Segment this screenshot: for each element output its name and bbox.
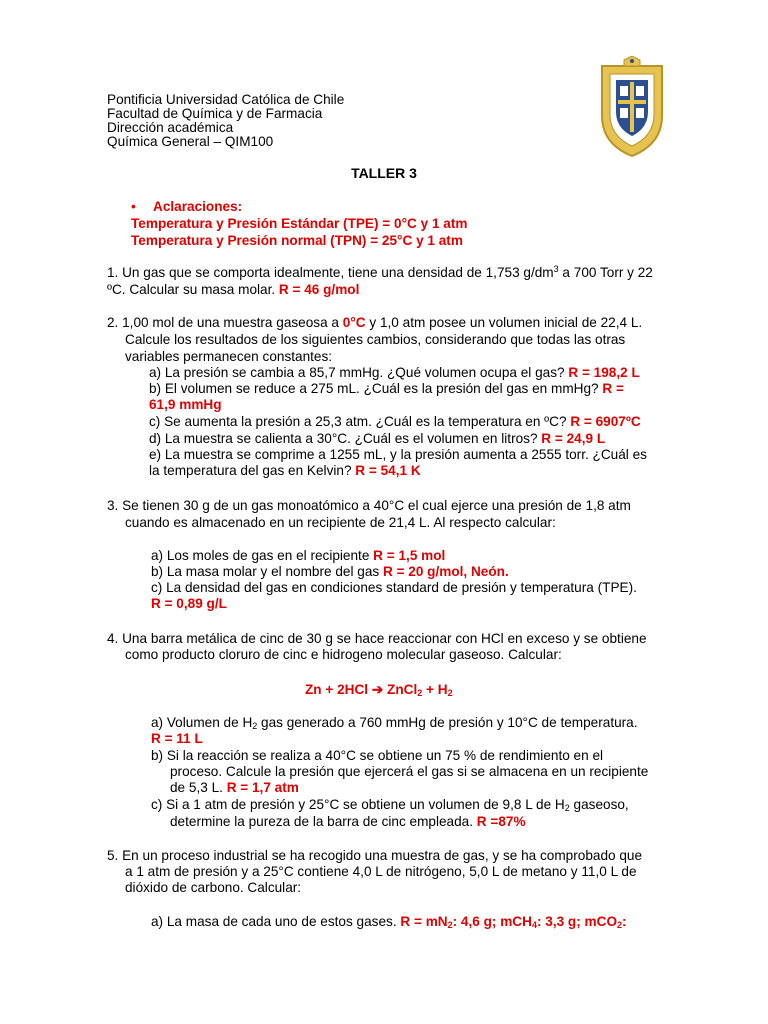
q2-line1 [107,315,642,331]
q5-line1: 5. En un proceso industrial se ha recogido una muestra de gas, y se ha comprobado que [107,848,643,863]
q3-a-text: a) Los moles de gas en el recipiente [151,548,374,563]
q1-superscript: 3 [553,264,559,274]
q4-item-b-line2: proceso. Calcule la presión que ejercerá el gas si se almacena en un recipiente [170,764,649,779]
direction-name: Dirección académica [107,120,234,135]
equation-product-b: + H [422,682,448,697]
q2-item-b [149,381,624,397]
q2-item-d [149,431,605,447]
q5-answer-part-2: : 4,6 g; mCH [452,914,532,929]
q5-item-a [151,914,627,930]
q2-temperature: 0°C [342,315,366,330]
q4-a-text-b: gas generado a 760 mmHg de presión y 10°C de temperatura. [257,715,638,730]
equation-subscript-2: 2 [447,688,453,698]
q3-line2: cuando es almacenado en un recipiente de 21,4 L. Al respecto calcular: [125,515,556,530]
q2-d-text: d) La muestra se calienta a 30°C. ¿Cuál es el volumen en litros? [149,431,542,446]
q2-c-answer: R = 6907ºC [570,414,641,429]
arrow-right-icon: ➔ [371,682,384,697]
q2-text-a: 2. 1,00 mol de una muestra gaseosa a [107,315,343,330]
q1-text-b: a 700 Torr y 22 [558,265,653,280]
q4-item-c-line2 [170,814,526,830]
q4-c-answer: R =87% [476,814,526,829]
q2-line2: Calcule los resultados de los siguientes cambios, considerando que todas las otras [125,332,626,347]
q4-item-b-line3 [170,780,299,796]
q3-b-answer: R = 20 g/mol, Neón. [382,564,509,579]
q5-answer-part-1: R = mN [400,914,448,929]
q2-a-text: a) La presión se cambia a 85,7 mmHg. ¿Qué volumen ocupa el gas? [149,365,569,380]
q1-answer: R = 46 g/mol [278,282,360,297]
q3-b-text: b) La masa molar y el nombre del gas [151,564,383,579]
equation-product-a: ZnCl [383,682,418,697]
q2-a-answer: R = 198,2 L [568,365,640,380]
q4-a-text-a: a) Volumen de H [151,715,253,730]
course-name: Química General – QIM100 [107,134,274,149]
q2-b-answer-start: R = [602,381,624,396]
q2-b-text: b) El volumen se reduce a 275 mL. ¿Cuál es la presión del gas en mmHg? [149,381,603,396]
q2-item-e-line2 [149,463,421,479]
tpe-definition: Temperatura y Presión Estándar (TPE) = 0°C y 1 atm [131,216,468,231]
q4-item-b-line1: b) Si la reacción se realiza a 40°C se obtiene un 75 % de rendimiento en el [151,748,604,763]
faculty-name: Facultad de Química y de Farmacia [107,106,323,121]
q2-d-answer: R = 24,9 L [541,431,606,446]
q2-item-e-line1: e) La muestra se comprime a 1255 mL, y la presión aumenta a 2555 torr. ¿Cuál es [149,447,647,462]
equation-reactants: Zn + 2HCl [305,682,372,697]
q1-text-c: ºC. Calcular su masa molar. [107,282,279,297]
q4-item-c-line1 [151,797,629,813]
q4-a-answer: R = 11 L [151,731,203,746]
tpn-definition: Temperatura y Presión normal (TPN) = 25°C y 1 atm [131,233,463,248]
q4-c-subscript: 2 [564,803,570,813]
q5-subscript-1: 2 [447,920,453,930]
bullet-icon: • [131,199,136,214]
q4-item-a [151,715,638,731]
q5-line3: dióxido de carbono. Calcular: [125,880,302,895]
q4-equation [305,682,453,698]
q2-line3: variables permanecen constantes: [125,349,333,364]
q4-b-text: de 5,3 L. [170,780,227,795]
q4-c-text-b: gaseoso, [569,797,629,812]
q5-answer-part-4: : [622,914,627,929]
q2-c-text: c) Se aumenta la presión a 25,3 atm. ¿Cuál es la temperatura en ºC? [149,414,571,429]
university-seal-logo [594,56,670,158]
q2-item-a [149,365,640,381]
q4-c-text-a: c) Si a 1 atm de presión y 25°C se obtiene un volumen de 9,8 L de H [151,797,565,812]
q1-text-a: 1. Un gas que se comporta idealmente, tiene una densidad de 1,753 g/dm [107,265,554,280]
q4-b-answer: R = 1,7 atm [226,780,299,795]
q5-subscript-2: 4 [531,920,537,930]
q3-item-b [151,564,509,580]
q5-a-answer [400,914,626,929]
university-name: Pontificia Universidad Católica de Chile [107,92,345,107]
q5-a-text: a) La masa de cada uno de estos gases. [151,914,401,929]
q2-text-b: y 1,0 atm posee un volumen inicial de 22,4 L. [365,315,643,330]
equation-subscript-1: 2 [417,688,423,698]
q5-subscript-3: 2 [617,920,623,930]
clarifications-heading: Aclaraciones: [153,199,243,214]
q3-item-a [151,548,445,564]
q4-a-subscript: 2 [252,721,258,731]
q1-line1 [107,265,653,281]
q5-line2: a 1 atm de presión y a 25°C contiene 4,0 L de nitrógeno, 5,0 L de metano y 11,0 L de [125,864,637,879]
q4-c-text: determine la pureza de la barra de cinc empleada. [170,814,477,829]
q2-item-c [149,414,641,430]
q3-item-c: c) La densidad del gas en condiciones standard de presión y temperatura (TPE). [151,580,637,595]
q4-line2: como producto cloruro de cinc e hidrogeno molecular gaseoso. Calcular: [125,647,562,662]
q2-b-answer-end: 61,9 mmHg [149,397,222,412]
q2-e-text: la temperatura del gas en Kelvin? [149,463,356,478]
q1-line2 [107,282,359,298]
q3-line1: 3. Se tienen 30 g de un gas monoatómico a 40°C el cual ejerce una presión de 1,8 atm [107,498,631,513]
q3-c-answer: R = 0,89 g/L [151,596,227,611]
q3-a-answer: R = 1,5 mol [373,548,446,563]
page-title: TALLER 3 [351,165,417,181]
q4-line1: 4. Una barra metálica de cinc de 30 g se hace reaccionar con HCl en exceso y se obtiene [107,631,647,646]
q2-e-answer: R = 54,1 K [355,463,421,478]
q5-answer-part-3: : 3,3 g; mCO [536,914,618,929]
